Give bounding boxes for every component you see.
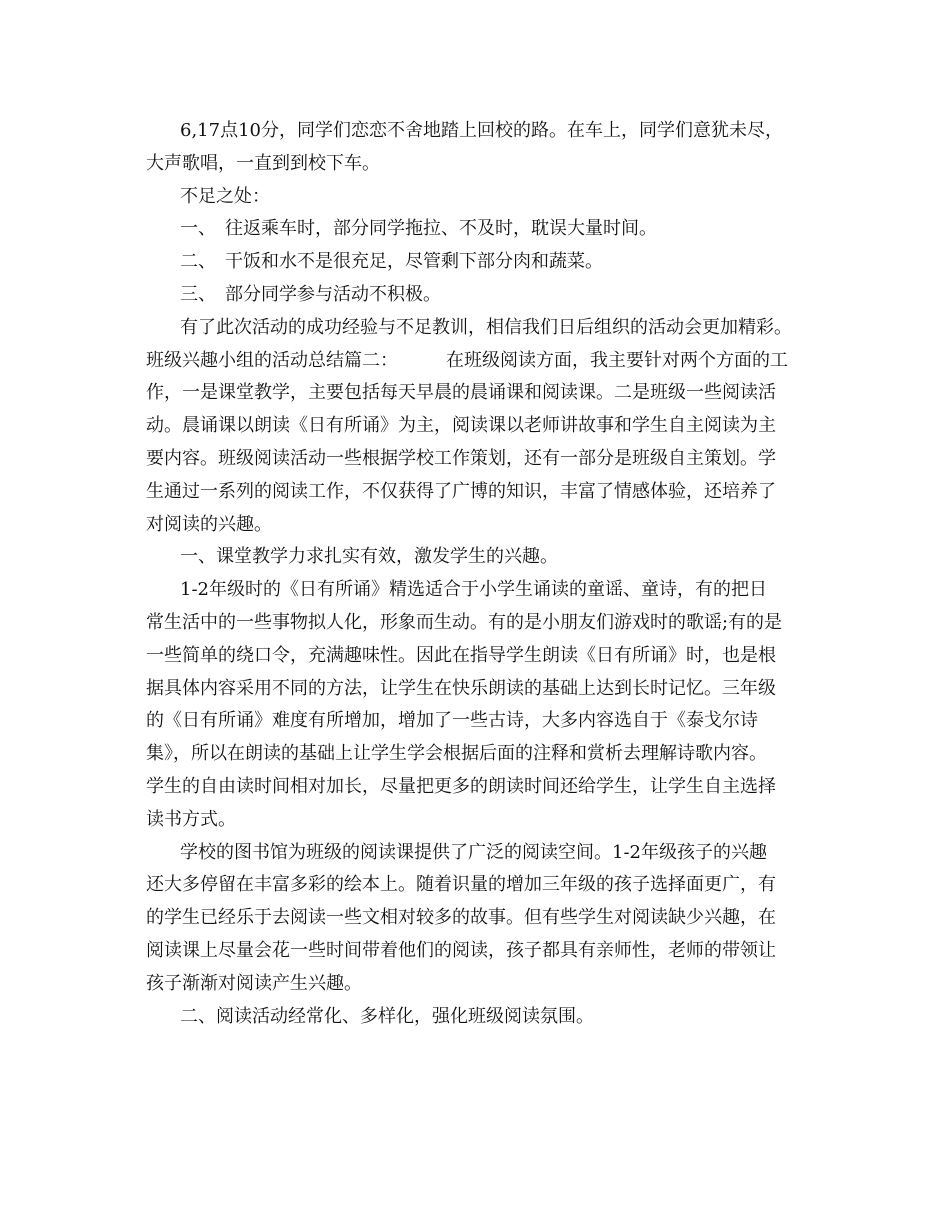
text-line bbox=[146, 476, 826, 509]
text-line-content: 大声歌唱，一直到到校下车。 bbox=[146, 152, 380, 174]
text-line-content: 动。晨诵课以朗读《日有所诵》为主，阅读课以老师讲故事和学生自主阅读为主 bbox=[146, 415, 776, 437]
text-line bbox=[146, 935, 826, 968]
text-line bbox=[146, 410, 826, 443]
text-line bbox=[146, 738, 826, 771]
text-line bbox=[146, 443, 826, 476]
text-line bbox=[146, 673, 826, 706]
text-line bbox=[146, 246, 826, 279]
text-line-content: 读书方式。 bbox=[146, 808, 236, 830]
text-line-content: 孩子渐渐对阅读产生兴趣。 bbox=[146, 972, 362, 994]
text-line bbox=[146, 640, 826, 673]
text-line bbox=[146, 279, 826, 312]
text-line bbox=[146, 574, 826, 607]
text-line bbox=[146, 115, 826, 148]
text-line-continuation: 在班级阅读方面，我主要针对两个方面的工 bbox=[446, 349, 788, 371]
text-line-content: 常生活中的一些事物拟人化，形象而生动。有的是小朋友们游戏时的歌谣;有的是 bbox=[146, 611, 783, 633]
text-line-content: 的学生已经乐于去阅读一些文相对较多的故事。但有些学生对阅读缺少兴趣，在 bbox=[146, 907, 776, 929]
text-line-content: 不足之处： bbox=[180, 185, 270, 207]
text-line bbox=[146, 181, 826, 214]
text-line-content: 一些简单的绕口令，充满趣味性。因此在指导学生朗读《日有所诵》时，也是根 bbox=[146, 644, 776, 666]
text-line bbox=[146, 509, 826, 542]
text-line-content: 6,17点10分，同学们恋恋不舍地踏上回校的路。在车上，同学们意犹未尽， bbox=[180, 120, 783, 141]
text-line-content: 二、 干饭和水不是很充足，尽管剩下部分肉和蔬菜。 bbox=[180, 251, 603, 273]
text-line-content: 学校的图书馆为班级的阅读课提供了广泛的阅读空间。1-2年级孩子的兴趣 bbox=[180, 841, 767, 863]
text-line bbox=[146, 312, 826, 345]
text-line-content: 集》，所以在朗读的基础上让学生学会根据后面的注释和赏析去理解诗歌内容。 bbox=[146, 743, 767, 765]
text-line bbox=[146, 837, 826, 870]
text-line-content: 作，一是课堂教学，主要包括每天早晨的晨诵课和阅读课。二是班级一些阅读活 bbox=[146, 382, 776, 404]
text-line-content: 一、课堂教学力求扎实有效，激发学生的兴趣。 bbox=[180, 546, 558, 568]
text-line-content: 1-2年级时的《日有所诵》精选适合于小学生诵读的童谣、童诗，有的把日 bbox=[180, 579, 767, 601]
text-line bbox=[146, 345, 826, 378]
text-line bbox=[146, 902, 826, 935]
text-line-content: 阅读课上尽量会花一些时间带着他们的阅读，孩子都具有亲师性，老师的带领让 bbox=[146, 939, 776, 961]
text-line-content: 一、 往返乘车时，部分同学拖拉、不及时，耽误大量时间。 bbox=[180, 218, 657, 240]
text-line-content: 二、阅读活动经常化、多样化，强化班级阅读氛围。 bbox=[180, 1005, 594, 1027]
text-line bbox=[146, 804, 826, 837]
text-line bbox=[146, 607, 826, 640]
text-line bbox=[146, 148, 826, 181]
text-line-content: 的《日有所诵》难度有所增加，增加了一些古诗，大多内容选自于《泰戈尔诗 bbox=[146, 710, 758, 732]
text-line-content: 据具体内容采用不同的方法，让学生在快乐朗读的基础上达到长时记忆。三年级 bbox=[146, 677, 776, 699]
text-line bbox=[146, 705, 826, 738]
text-line-content: 学生的自由读时间相对加长，尽量把更多的朗读时间还给学生，让学生自主选择 bbox=[146, 775, 776, 797]
text-line-content: 对阅读的兴趣。 bbox=[146, 513, 272, 535]
text-line bbox=[146, 771, 826, 804]
text-line bbox=[146, 377, 826, 410]
text-line bbox=[146, 869, 826, 902]
text-line-content: 有了此次活动的成功经验与不足教训，相信我们日后组织的活动会更加精彩。 bbox=[180, 316, 792, 338]
text-line-content: 要内容。班级阅读活动一些根据学校工作策划，还有一部分是班级自主策划。学 bbox=[146, 447, 776, 469]
text-line bbox=[146, 968, 826, 1001]
text-line-content: 还大多停留在丰富多彩的绘本上。随着识量的增加三年级的孩子选择面更广，有 bbox=[146, 874, 776, 896]
text-line-content: 三、 部分同学参与活动不积极。 bbox=[180, 283, 441, 305]
document-body bbox=[146, 115, 826, 1033]
text-line bbox=[146, 541, 826, 574]
text-line bbox=[146, 1001, 826, 1034]
text-line-content: 生通过一系列的阅读工作，不仅获得了广博的知识，丰富了情感体验，还培养了 bbox=[146, 480, 776, 502]
text-line bbox=[146, 213, 826, 246]
text-line-content: 班级兴趣小组的活动总结篇二： bbox=[146, 349, 398, 371]
